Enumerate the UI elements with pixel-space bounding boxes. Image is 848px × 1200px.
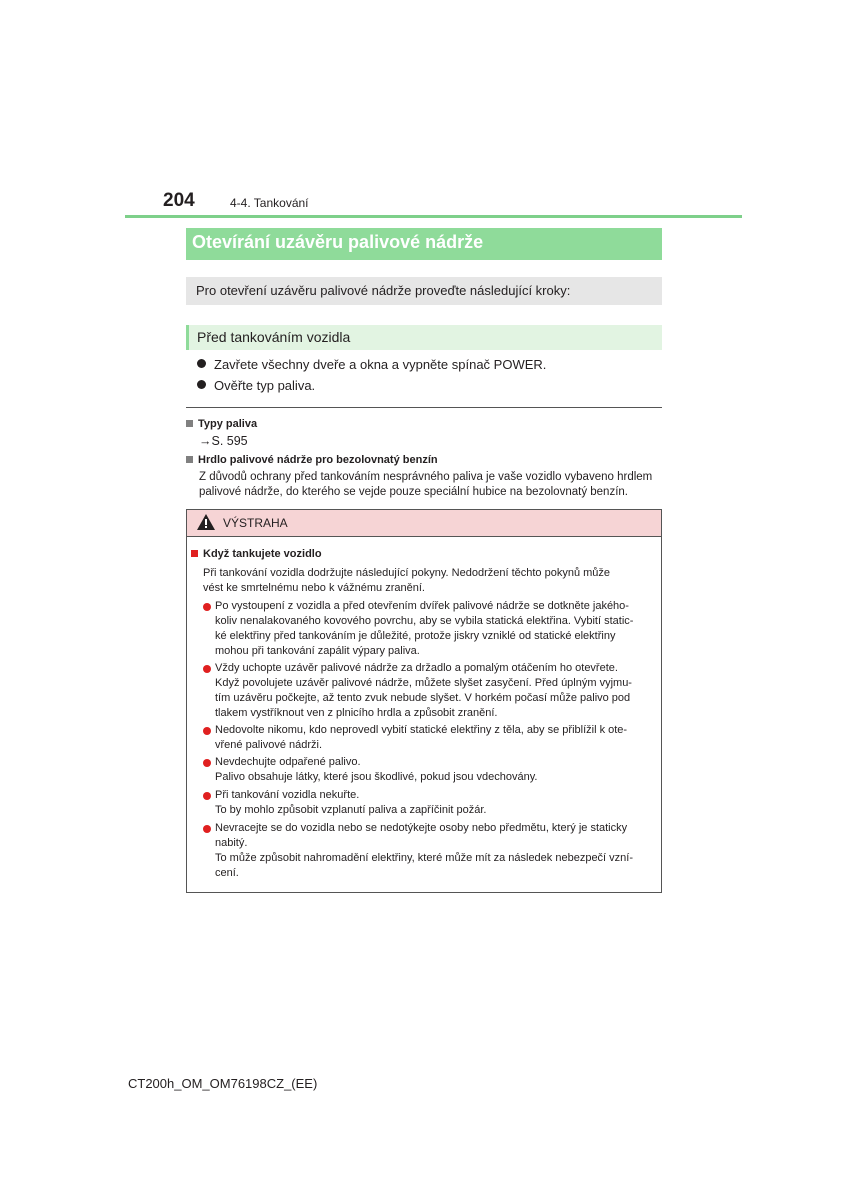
warning-item-line: nabitý. (215, 837, 248, 849)
square-bullet-icon (186, 456, 193, 463)
page-title: Otevírání uzávěru palivové nádrže (192, 232, 484, 252)
fuel-types-heading: Typy paliva (186, 418, 257, 430)
red-square-icon (191, 550, 198, 557)
bullet-icon (197, 380, 206, 389)
warning-header (187, 510, 661, 537)
warning-item-line: Nevracejte se do vozidla nebo se nedotýkejte osoby nebo předmětu, který je staticky (215, 822, 628, 834)
list-item (197, 357, 546, 372)
title-bar (186, 228, 662, 260)
warning-item-line: Při tankování vozidla nekuřte. (215, 789, 360, 801)
subsection-header (186, 325, 662, 350)
warning-item-line: tlakem vystříknout ven z plnicího hrdla a způsobit zranění. (215, 707, 498, 719)
warning-intro-line: vést ke smrtelnému nebo k vážnému zranění. (203, 582, 425, 594)
square-bullet-icon (186, 420, 193, 427)
subsection-title: Před tankováním vozidla (197, 329, 351, 345)
warning-heading: Když tankujete vozidlo (191, 548, 322, 560)
warning-item-line: Po vystoupení z vozidla a před otevřením dvířek palivové nádrže se dotkněte jakého- (215, 600, 629, 612)
warning-title: VÝSTRAHA (223, 516, 288, 530)
warning-triangle-icon (197, 514, 215, 530)
warning-item-line: Nevdechujte odpařené palivo. (215, 756, 361, 768)
filler-text-line: Z důvodů ochrany před tankováním nesprávného paliva je vaše vozidlo vybaveno hrdlem (199, 471, 653, 483)
red-bullet-icon (203, 603, 211, 611)
red-bullet-icon (203, 727, 211, 735)
page-number: 204 (163, 190, 195, 211)
intro-text: Pro otevření uzávěru palivové nádrže proveďte následující kroky: (196, 283, 571, 298)
header-divider (125, 215, 742, 218)
red-bullet-icon (203, 759, 211, 767)
intro-box (186, 277, 662, 305)
warning-item-line: ké elektřiny před tankováním je důležité, protože jiskry vzniklé od statické elektřiny (215, 630, 616, 642)
document-code-footer: CT200h_OM_OM76198CZ_(EE) (128, 1076, 318, 1091)
list-item-text: Zavřete všechny dveře a okna a vypněte spínač POWER. (214, 357, 547, 372)
list-item-text: Ověřte typ paliva. (214, 378, 316, 393)
warning-item-line: vřené palivové nádrži. (215, 739, 323, 751)
warning-item-line: mohou při tankování zapálit výpary paliva. (215, 645, 420, 657)
section-reference: 4-4. Tankování (230, 196, 309, 210)
warning-box (186, 509, 662, 893)
warning-item-line: cení. (215, 867, 239, 879)
list-item (197, 378, 315, 393)
fuel-types-page-link[interactable]: →S. 595 (199, 434, 248, 448)
warning-item-line: Vždy uchopte uzávěr palivové nádrže za držadlo a pomalým otáčením ho otevřete. (215, 662, 618, 674)
red-bullet-icon (203, 665, 211, 673)
warning-intro-line: Při tankování vozidla dodržujte následující pokyny. Nedodržení těchto pokynů může (203, 567, 611, 579)
filler-text-line: palivové nádrže, do kterého se vejde pouze speciální hubice na bezolovnatý benzín. (199, 486, 628, 498)
bullet-icon (197, 359, 206, 368)
warning-item-line: Když povolujete uzávěr palivové nádrže, můžete slyšet zasyčení. Před úplným vyjmu- (215, 677, 632, 689)
red-bullet-icon (203, 792, 211, 800)
red-bullet-icon (203, 825, 211, 833)
warning-item-line: Nedovolte nikomu, kdo neprovedl vybití statické elektřiny z těla, aby se přiblížil k ote- (215, 724, 628, 736)
warning-item-line: To může způsobit nahromadění elektřiny, které může mít za následek nebezpečí vzní- (215, 852, 634, 864)
warning-item-line: Palivo obsahuje látky, které jsou škodlivé, pokud jsou vdechovány. (215, 771, 538, 783)
warning-item-line: To by mohlo způsobit vzplanutí paliva a zapříčinit požár. (215, 804, 487, 816)
warning-item-line: koliv nenalakovaného kovového povrchu, aby se vybila statická elektřina. Vybití static- (215, 615, 634, 627)
warning-item-line: tím uzávěru počkejte, až tento zvuk nebude slyšet. V horkém počasí může palivo pod (215, 692, 631, 704)
filler-heading: Hrdlo palivové nádrže pro bezolovnatý benzín (186, 454, 438, 466)
section-divider (186, 407, 662, 408)
